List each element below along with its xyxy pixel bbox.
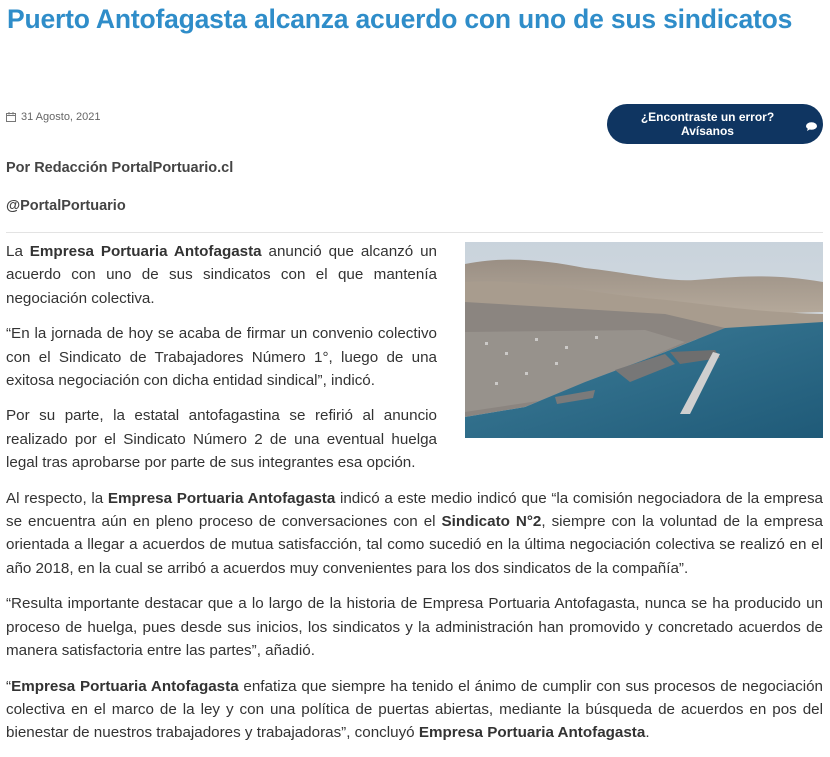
paragraph-3: Por su parte, la estatal antofagastina se refirió al anuncio realizado por el Sindicato Número 2 de una eventual huelga legal tras aprobarse por parte de sus integrantes esa opción. [6, 407, 437, 472]
paragraph-2: “En la jornada de hoy se acaba de firmar un convenio colectivo con el Sindicato de Trabajadores Número 1°, luego de una exitosa negociación con dicha entidad sindical”, indicó. [6, 325, 437, 390]
calendar-icon [6, 112, 16, 122]
publish-date-text: 31 Agosto, 2021 [21, 111, 101, 123]
divider [6, 232, 823, 233]
paragraph-4: Al respecto, la Empresa Portuaria Antofagasta indicó a este medio indicó que “la comisión negociadora de la empresa se encuentra aún en pleno proceso de conversaciones con el Sindicato N°2, siempre con la voluntad de la empresa orientada a llegar a acuerdos de mutua satisfacción, tal como sucedió en la última negociación colectiva se realizó en el año 2018, en la cual se arribó a acuerdos muy convenientes para los dos sindicatos de la compañía”. [6, 489, 823, 577]
author-handle[interactable]: @PortalPortuario [6, 198, 126, 214]
port-aerial-photo [465, 242, 823, 438]
report-error-label: ¿Encontraste un error? Avísanos [640, 110, 775, 138]
article-title: Puerto Antofagasta alcanza acuerdo con uno de sus sindicatos [7, 4, 793, 34]
paragraph-5: “Resulta importante destacar que a lo largo de la historia de Empresa Portuaria Antofagasta, nunca se ha producido un proceso de huelga, pues desde sus inicios, los sindicatos y la administración han promovido y concretado acuerdos de manera satisfactoria entre las partes”, añadió. [6, 595, 823, 660]
speech-bubble-icon [806, 120, 817, 129]
report-error-button[interactable] [607, 104, 823, 144]
article-meta [6, 104, 823, 146]
author-byline: Por Redacción PortalPortuario.cl [6, 160, 234, 176]
article-body [6, 240, 823, 757]
paragraph-1: La Empresa Portuaria Antofagasta anunció que alcanzó un acuerdo con uno de sus sindicatos con el que mantenía negociación colectiva. [6, 243, 437, 307]
publish-date [6, 111, 101, 123]
paragraph-6: “Empresa Portuaria Antofagasta enfatiza que siempre ha tenido el ánimo de cumplir con sus procesos de negociación colectiva en el marco de la ley y con una política de puertas abiertas, mediante la búsqueda de acuerdos en pos del bienestar de nuestros trabajadores y trabajadoras”, concluyó Empresa Portuaria Antofagasta. [6, 677, 823, 742]
